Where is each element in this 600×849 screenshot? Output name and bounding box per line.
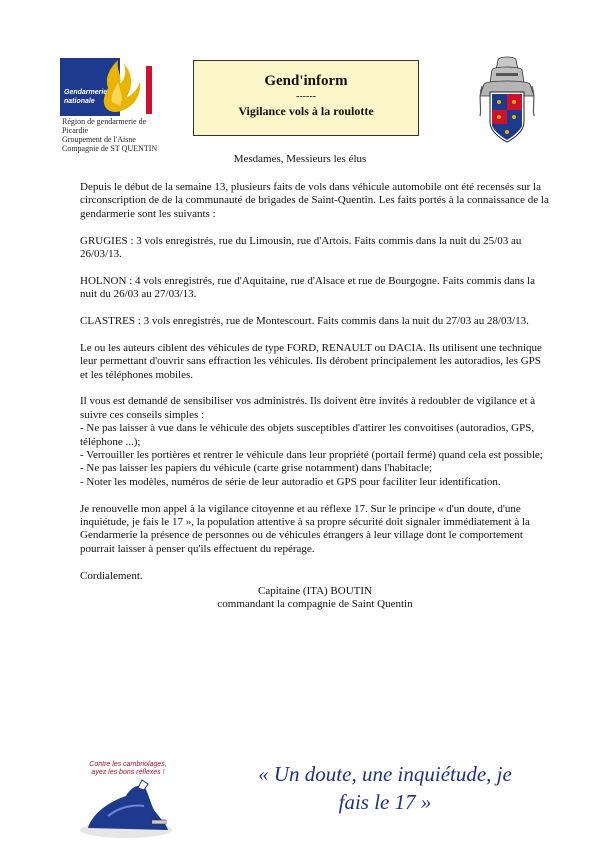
campaign-logo (78, 758, 178, 840)
advice-block (80, 395, 550, 489)
advice-item: - Verrouiller les portières et rentrer le véhicule dans leur propriété (portail fermé) quand cela est possible; (80, 449, 543, 462)
crest-icon (478, 56, 536, 144)
title-separator: ------ (296, 91, 316, 102)
logo-text-line2: nationale (64, 98, 95, 105)
region-block (62, 117, 157, 153)
signature-role: commandant la compagnie de Saint Quentin (217, 598, 413, 611)
advice-item: - Noter les modèles, numéros de série de leur autoradio et GPS pour faciliter leur identification. (80, 475, 501, 488)
logo-text-line1: Gendarmerie (64, 89, 108, 96)
region-line: Compagnie de ST QUENTIN (62, 144, 158, 153)
signature-name: Capitaine (ITA) BOUTIN (258, 585, 372, 598)
greeting: Mesdames, Messieurs les élus (233, 153, 367, 165)
region-line: Région de gendarmerie de (62, 117, 147, 126)
region-line: Groupement de l'Aisne (62, 135, 136, 144)
quote-line1: « Un doute, une inquiétude, je (258, 762, 512, 786)
paragraph-grugies: GRUGIES : 3 vols enregistrés, rue du Limousin, rue d'Artois. Faits commis dans la nuit du 25/03 au 26/03/13. (80, 234, 522, 261)
letter-body (80, 181, 550, 612)
quote-line2: fais le 17 » (338, 790, 432, 814)
gendarmerie-logo (60, 58, 155, 116)
paragraph-clastres: CLASTRES : 3 vols enregistrés, rue de Montescourt. Faits commis dans la nuit du 27/03 au 28/03/13. (80, 315, 529, 328)
title-box (193, 60, 419, 136)
paragraph-intro: Depuis le début de la semaine 13, plusieurs faits de vols dans véhicule automobile ont été recensés sur la circonscription de de la communauté de brigades de Saint-Quentin. Les faits portés à la connaissance de la gendarmerie sont les suivants : (80, 181, 549, 220)
signature (80, 585, 550, 612)
paragraph-appeal: Je renouvelle mon appel à la vigilance citoyenne et au réflexe 17. Sur le principe « d'un doute, d'une inquiétude, je fais le 17 », la population attentive à sa propre sécurité doit signaler immédiatement à la Gendarmerie la présence de personnes ou de véhicules étrangers à leur village dont le comportement pourrait laisser à penser qu'ils effectuent du repérage. (80, 502, 530, 555)
region-line: Picardie (62, 126, 89, 135)
campaign-text-line2: ayez les bons réflexes ! (91, 769, 165, 776)
paragraph-holnon: HOLNON : 4 vols enregistrés, rue d'Aquitaine, rue d'Alsace et rue de Bourgogne. Faits commis dans la nuit du 26/03 au 27/03/13. (80, 274, 535, 301)
advice-item: - Ne pas laisser les papiers du véhicule (carte grise notamment) dans l'habitacle; (80, 462, 433, 475)
page-subtitle: Vigilance vols à la roulotte (238, 104, 374, 118)
paragraph-authors: Le ou les auteurs ciblent des véhicules de type FORD, RENAULT ou DACIA. Ils utilisent une technique leur permettant d'ouvrir sans effraction les véhicules. Ils dérobent principalement les autoradios, les GPS et les téléphones mobiles. (80, 341, 542, 381)
advice-item: - Ne pas laisser à vue dans le véhicule des objets susceptibles d'attirer les convoitises (autoradios, GPS, téléphone ...); (80, 422, 535, 448)
advice-intro: Il vous est demandé de sensibiliser vos administrés. Ils doivent être invités à redoubler de vigilance et à suivre ces conseils simples : (80, 395, 536, 421)
closing: Cordialement. (80, 569, 143, 582)
campaign-text-line1: Contre les cambriolages, (89, 761, 167, 768)
page-title: Gend'inform (264, 73, 348, 89)
footer-quote (180, 760, 590, 816)
